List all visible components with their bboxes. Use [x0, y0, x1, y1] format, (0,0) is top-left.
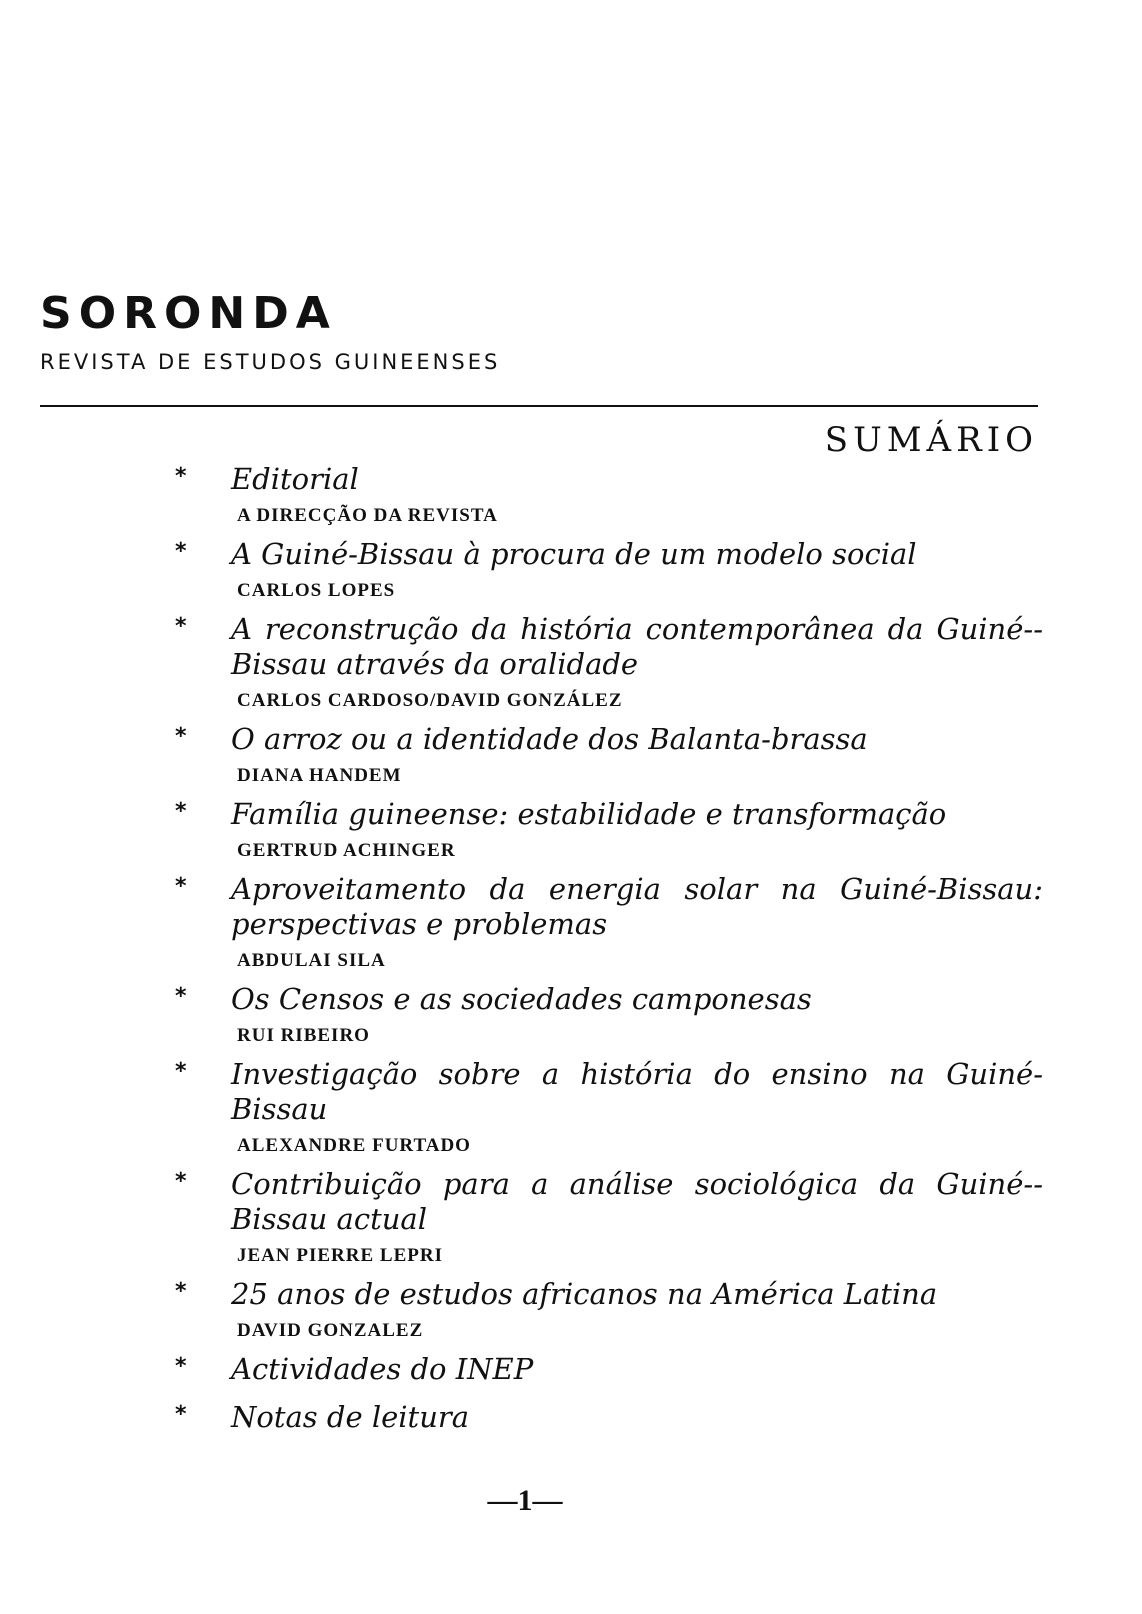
article-author: DIANA HANDEM: [237, 765, 402, 786]
asterisk-bullet-icon: *: [175, 1354, 187, 1379]
contents-entry: [175, 1400, 1043, 1435]
asterisk-bullet-icon: *: [175, 1169, 187, 1194]
article-title: Contribuição para a análise sociológica da Guiné--Bissau actual: [231, 1167, 1043, 1236]
contents-entry: [175, 797, 1043, 862]
article-author: ALEXANDRE FURTADO: [237, 1135, 471, 1156]
article-title: Notas de leitura: [231, 1400, 470, 1434]
asterisk-bullet-icon: *: [175, 724, 187, 749]
article-title: O arroz ou a identidade dos Balanta-brassa: [231, 722, 868, 756]
article-author: CARLOS LOPES: [237, 580, 396, 601]
asterisk-bullet-icon: *: [175, 874, 187, 899]
asterisk-bullet-icon: *: [175, 539, 187, 564]
masthead: [40, 288, 501, 374]
article-author: A DIRECÇÃO DA REVISTA: [237, 505, 498, 526]
asterisk-bullet-icon: *: [175, 1059, 187, 1084]
contents-entry: [175, 612, 1043, 712]
asterisk-bullet-icon: *: [175, 464, 187, 489]
contents-entry: [175, 462, 1043, 527]
article-title: A reconstrução da história contemporânea da Guiné--Bissau através da oralidade: [231, 612, 1043, 681]
magazine-title: SORONDA: [40, 288, 337, 339]
contents-entry: [175, 537, 1043, 602]
magazine-subtitle: REVISTA DE ESTUDOS GUINEENSES: [40, 350, 501, 374]
asterisk-bullet-icon: *: [175, 799, 187, 824]
article-title: 25 anos de estudos africanos na América Latina: [231, 1277, 938, 1311]
contents-entry: [175, 1277, 1043, 1342]
header-rule: [40, 405, 1038, 407]
article-title: Os Censos e as sociedades camponesas: [231, 982, 812, 1016]
contents-entry: [175, 722, 1043, 787]
contents-entry: [175, 982, 1043, 1047]
contents-entry: [175, 1167, 1043, 1267]
article-title: Aproveitamento da energia solar na Guiné-Bissau: perspectivas e problemas: [231, 872, 1043, 941]
article-author: ABDULAI SILA: [237, 950, 386, 971]
contents-entry: [175, 1352, 1043, 1387]
contents-heading: SUMÁRIO: [824, 420, 1038, 460]
page-number: —1—: [487, 1484, 563, 1517]
article-title: Editorial: [231, 462, 359, 496]
article-author: DAVID GONZALEZ: [237, 1320, 424, 1341]
table-of-contents: [175, 462, 1043, 1448]
article-author: JEAN PIERRE LEPRI: [237, 1245, 443, 1266]
asterisk-bullet-icon: *: [175, 614, 187, 639]
article-title: A Guiné-Bissau à procura de um modelo social: [231, 537, 917, 571]
article-title: Actividades do INEP: [231, 1352, 534, 1386]
article-author: GERTRUD ACHINGER: [237, 840, 456, 861]
asterisk-bullet-icon: *: [175, 1279, 187, 1304]
article-author: RUI RIBEIRO: [237, 1025, 370, 1046]
contents-entry: [175, 872, 1043, 972]
asterisk-bullet-icon: *: [175, 1402, 187, 1427]
article-author: CARLOS CARDOSO/DAVID GONZÁLEZ: [237, 690, 623, 711]
contents-entry: [175, 1057, 1043, 1157]
article-title: Investigação sobre a história do ensino na Guiné-Bissau: [231, 1057, 1043, 1126]
asterisk-bullet-icon: *: [175, 984, 187, 1009]
article-title: Família guineense: estabilidade e transformação: [231, 797, 947, 831]
